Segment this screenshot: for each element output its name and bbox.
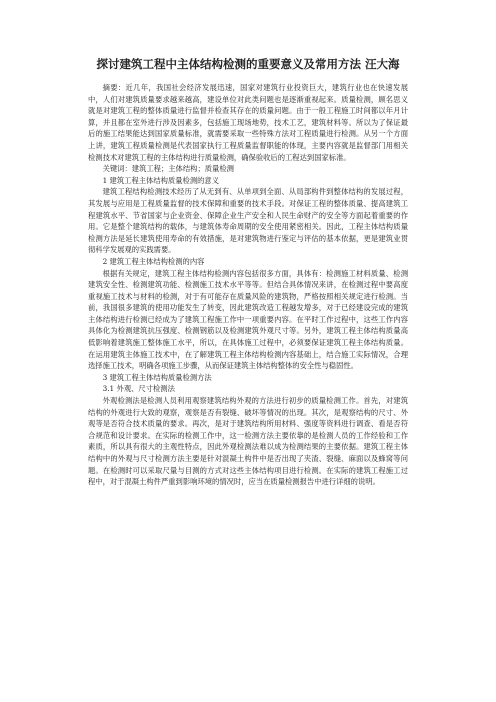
section-heading: 2 建筑工程主体结构检测的内容: [102, 256, 205, 266]
subsection-heading: 3.1 外观、尺寸检测法: [102, 384, 175, 394]
page-title: 探讨建筑工程中主体结构检测的重要意义及常用方法 汪大海: [96, 57, 400, 71]
section-heading: 3 建筑工程主体结构质量检测方法: [102, 372, 212, 382]
section-paragraph: 外观检测法是检测人员利用观察建筑结构外观的方法进行初步的质量检测工作。首先，对建筑结构的外观进行大致的观察，观察是否有裂缝、破坏等情况的出现。其次，是观察结构的尺寸、外观等是否符合技术质量的要求。再次，是对于建筑结构所用材料、强度等资料进行调查、看是否符合规范和设计要求。在实际的检测工作中，这一检测方法主要依靠的是检测人员的工作经验和工作素质，所以具有很大的主观性特点，因此外观检测法难以成为检测结果的主要依据。建筑工程主体结构中的外观与尺寸检测方法主要是针对混凝土构件中是否出现了夹渣、裂缝、麻面以及蜂窝等问题。在检测时可以采取尺量与目测的方式对这些主体结构项目进行检测。在实际的建筑工程施工过程中，对于混凝土构件严重到影响环境的情况时，应当在质量检测报告中进行详细的说明。: [88, 396, 408, 487]
section-heading: 1 建筑工程主体结构质量检测的意义: [102, 175, 220, 185]
keywords-line: 关键词：建筑工程；主体结构；质量检测: [102, 164, 234, 174]
abstract-paragraph: 摘要：近几年，我国社会经济发展迅速，国家对建筑行业投资巨大，建筑行业也在快速发展中，人们对建筑质量要求越来越高，建设单位对此类问题也是逐渐重视起来。质量检测，顾名思义就是对建筑工程的整体质量进行监督并检查其存在的质量问题。由于一般工程施工时间都以年月计算，并且都在室外进行涉及因素多，包括施工现场地势，技术工艺，建筑材料等。所以为了保证最后的施工结果能达到国家质量标准，就需要采取一些特殊方法对工程质量进行检测。从另一个方面上讲，建筑工程质量检测是代表国家执行工程质量监督职能的体现，主要内容就是监督部门用相关检测技术对建筑工程的主体结构进行质量检测，确保验收后的工程达到国家标准。: [88, 83, 408, 162]
section-paragraph: 根据有关规定，建筑工程主体结构检测内容包括很多方面，具体有：检测施工材料质量、检测建筑安全性、检测建筑功能、检测施工技术水平等等。但结合具体情况来讲，在检测过程中要高度重视施工技术与材料的检测，对于有可能存在质量风险的建筑物，严格按照相关规定进行检测。当前，我国很多建筑的使用功能发生了转变，因此建筑改造工程越发增多，对于已经建设完成的建筑主体结构进行检测已经成为了建筑工程施工作中一项重要内容。在平时工作过程中，这些工作内容具体化为检测建筑抗压强度、检测钢筋以及检测建筑外观尺寸等。另外，建筑工程主体结构质量高低影响着建筑施工整体施工水平，所以，在具体施工过程中，必须要保证建筑工程主体结构质量。在运用建筑主体施工技术中，在了解建筑工程主体结构检测内容基础上，结合施工实际情况，合理选择施工技术，明确各项施工步骤，从而保证建筑主体结构整体的安全性与稳固性。: [88, 268, 408, 371]
section-paragraph: 建筑工程结构检测技术经历了从无到有、从单项到全面、从局部构件到整体结构的发展过程，其发展与应用是工程质量监督的技术保障和重要的技术手段。对保证工程的整体质量、提高建筑工程建筑水平、节省国家与企业资金、保障企业生产安全和人民生命财产的安全等方面起着重要的作用。它是整个建筑结构的载体，与建筑体寿命周期的安全使用紧密相关。因此，工程主体结构质量检测方法是延长建筑使用寿命的有效措施，是对建筑物进行鉴定与评估的基本依据，更是建筑业贯彻科学发展观的实践需要。: [88, 187, 408, 255]
article-body: [88, 82, 408, 488]
